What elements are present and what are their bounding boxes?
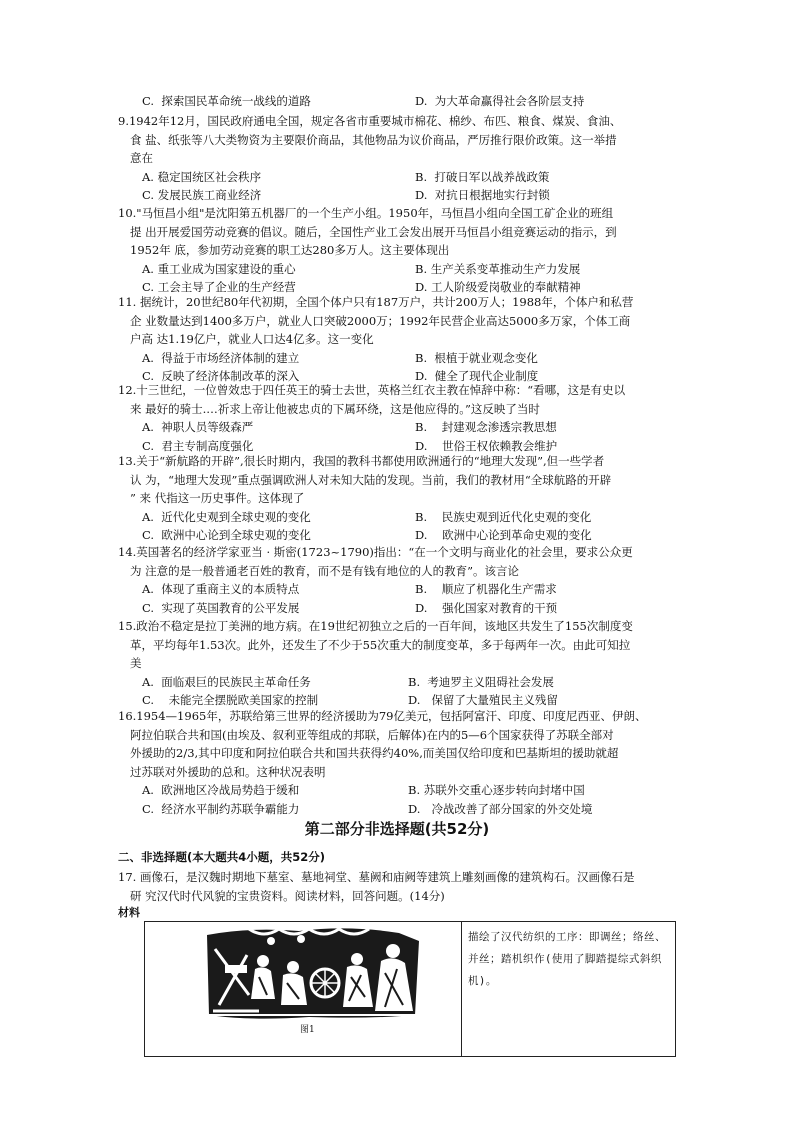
question-stem: 15.政治不稳定是拉丁美洲的地方病。在19世纪初独立之后的一百年间，该地区共发生了155次制度变 革，平均每年1.53次。此外，还发生了不少于55次重大的制度变革，多于每两年一次。由此可知拉 美 xyxy=(118,619,633,670)
option-b[interactable]: B. 生产关系变革推动生产力发展 xyxy=(415,261,581,276)
material-table xyxy=(144,921,676,1057)
question-9 xyxy=(118,112,674,205)
question-15 xyxy=(118,617,674,710)
question-14 xyxy=(118,543,674,617)
option-d[interactable]: D. 欧洲中心论到革命史观的变化 xyxy=(415,528,592,542)
han-stone-relief-image xyxy=(189,925,439,1023)
option-c[interactable]: C. 工会主导了企业的生产经营 xyxy=(142,280,296,294)
question-8-tail xyxy=(118,92,674,111)
option-d[interactable]: D. 为大革命赢得社会各阶层支持 xyxy=(415,94,585,108)
option-d[interactable]: D. 工人阶级爱岗敬业的奉献精神 xyxy=(415,280,581,294)
question-stem: 14.英国著名的经济学家亚当 · 斯密(1723~1790)指出：“在一个文明与商业化的社会里，要求公众更 为 注意的是一般普通老百姓的教育，而不是有钱有地位的人的教育”。该言论 xyxy=(118,545,633,578)
question-stem: 12.十三世纪，一位曾效忠于四任英王的骑士去世，英格兰红衣主教在悼辞中称：“看哪，这是有史以 来 最好的骑士.…祈求上帝让他被忠贞的下属环绕，这是他应得的。”这反映了当时 xyxy=(118,383,626,416)
part-two-title: 第二部分非选择题(共52分) xyxy=(304,820,490,838)
option-a[interactable]: A. 近代化史观到全球史观的变化 xyxy=(142,509,311,524)
option-b[interactable]: B. 根植于就业观念变化 xyxy=(415,350,538,365)
option-a[interactable]: A. 得益于市场经济体制的建立 xyxy=(142,350,300,365)
option-c[interactable]: C. 探索国民革命统一战线的道路 xyxy=(142,94,311,108)
option-c[interactable]: C. 君主专制高度强化 xyxy=(142,438,254,453)
option-a[interactable]: A. 欧洲地区冷战局势趋于缓和 xyxy=(142,783,300,797)
question-stem: 13.关于“新航路的开辟”,很长时期内，我国的教科书都使用欧洲通行的“地理大发现”,但一些学者 认 为，“地理大发现”重点强调欧洲人对未知大陆的发现。当前，我们的教材用“全球航路的开辟 ” 来 代指这一历史事件。这体现了 xyxy=(118,454,612,505)
option-c[interactable]: C. 实现了英国教育的公平发展 xyxy=(142,600,300,615)
option-b[interactable]: B. 苏联外交重心逐步转向封堵中国 xyxy=(408,783,585,797)
section-subtitle: 二、非选择题(本大题共4小题，共52分) xyxy=(118,850,326,864)
option-d[interactable]: D. 世俗王权依赖教会维护 xyxy=(415,438,558,453)
option-b[interactable]: B. 民族史观到近代化史观的变化 xyxy=(415,509,592,524)
question-17 xyxy=(118,868,674,905)
option-b[interactable]: B. 打破日军以战养战政策 xyxy=(415,169,550,184)
material-description: 描绘了汉代纺织的工序：即调丝；络丝、 并丝；踏机织作(使用了脚踏提综式斜织 机)。 xyxy=(462,922,676,1057)
question-16 xyxy=(118,707,674,818)
option-d[interactable]: D. 对抗日根据地实行封锁 xyxy=(415,188,550,202)
option-b[interactable]: B. 封建观念渗透宗教思想 xyxy=(415,420,557,434)
question-13 xyxy=(118,452,674,545)
question-12 xyxy=(118,381,674,455)
material-label: 材料 xyxy=(118,906,140,919)
option-a[interactable]: A. 面临艰巨的民族民主革命任务 xyxy=(142,674,311,689)
question-stem: 10."马恒昌小组"是沈阳第五机器厂的一个生产小组。1950年，马恒昌小组向全国工矿企业的班组 提 出开展爱国劳动竞赛的倡议。随后，全国性产业工会发出展开马恒昌小组竞赛运动的指示，到 1952年 底，参加劳动竞赛的职工达280多万人。这主要体现出 xyxy=(118,206,617,257)
option-d[interactable]: D. 保留了大量殖民主义残留 xyxy=(408,693,558,707)
option-d[interactable]: D. 冷战改善了部分国家的外交处境 xyxy=(408,801,593,816)
figure-caption: 图1 xyxy=(300,1025,315,1035)
question-10 xyxy=(118,204,674,297)
option-b[interactable]: B. 顺应了机器化生产需求 xyxy=(415,582,557,596)
option-d[interactable]: D. 健全了现代企业制度 xyxy=(415,369,539,383)
option-c[interactable]: C. 经济水平制约苏联争霸能力 xyxy=(142,801,300,816)
option-a[interactable]: A. 重工业成为国家建设的重心 xyxy=(142,261,296,276)
option-a[interactable]: A. 神职人员等级森严 xyxy=(142,420,254,434)
option-d[interactable]: D. 强化国家对教育的干预 xyxy=(415,600,558,615)
option-a[interactable]: A. 稳定国统区社会秩序 xyxy=(142,169,262,184)
option-c[interactable]: C. 反映了经济体制改革的深入 xyxy=(142,369,300,383)
option-c[interactable]: C. 欧洲中心论到全球史观的变化 xyxy=(142,528,311,542)
question-stem: 16.1954—1965年，苏联给第三世界的经济援助为79亿美元，包括阿富汗、印度、印度尼西亚、伊朗、 阿拉伯联合共和国(由埃及、叙利亚等组成的邦联，后解体)在内的5—6个国家获得了苏联全部对 外援助的2/3,其中印度和阿拉伯联合共和国共获得约40%,而美国仅给印度和巴基斯坦的援助就超 过苏联对外援助的总和。这种状况表明 xyxy=(118,709,647,779)
option-a[interactable]: A. 体现了重商主义的本质特点 xyxy=(142,582,300,596)
figure-cell xyxy=(145,922,462,1057)
option-c[interactable]: C. 发展民族工商业经济 xyxy=(142,188,262,202)
question-stem: 9.1942年12月，国民政府通电全国，规定各省市重要城市棉花、棉纱、布匹、粮食、煤炭、食油、 食 盐、纸张等八大类物资为主要限价商品，其他物品为议价商品，严厉推行限价政策。这一举措 意在 xyxy=(118,114,622,165)
question-stem: 11. 据统计，20世纪80年代初期，全国个体户只有187万户，共计200万人；1988年，个体户和私营 企 业数量达到1400多万户，就业人口突破2000万；1992年民营企业高达5000多万家，个体工商 户高 达1.19亿户，就业人口达4亿多。这一变化 xyxy=(118,295,634,346)
question-11 xyxy=(118,293,674,386)
question-stem: 17. 画像石，是汉魏时期地下墓室、墓地祠堂、墓阙和庙阙等建筑上雕刻画像的建筑构石。汉画像石是 研 究汉代时代风貌的宝贵资料。阅读材料，回答问题。(14分) xyxy=(118,870,635,903)
option-c[interactable]: C. 未能完全摆脱欧美国家的控制 xyxy=(142,693,319,707)
option-row xyxy=(118,92,674,111)
option-b[interactable]: B. 考迪罗主义阻碍社会发展 xyxy=(408,674,554,689)
